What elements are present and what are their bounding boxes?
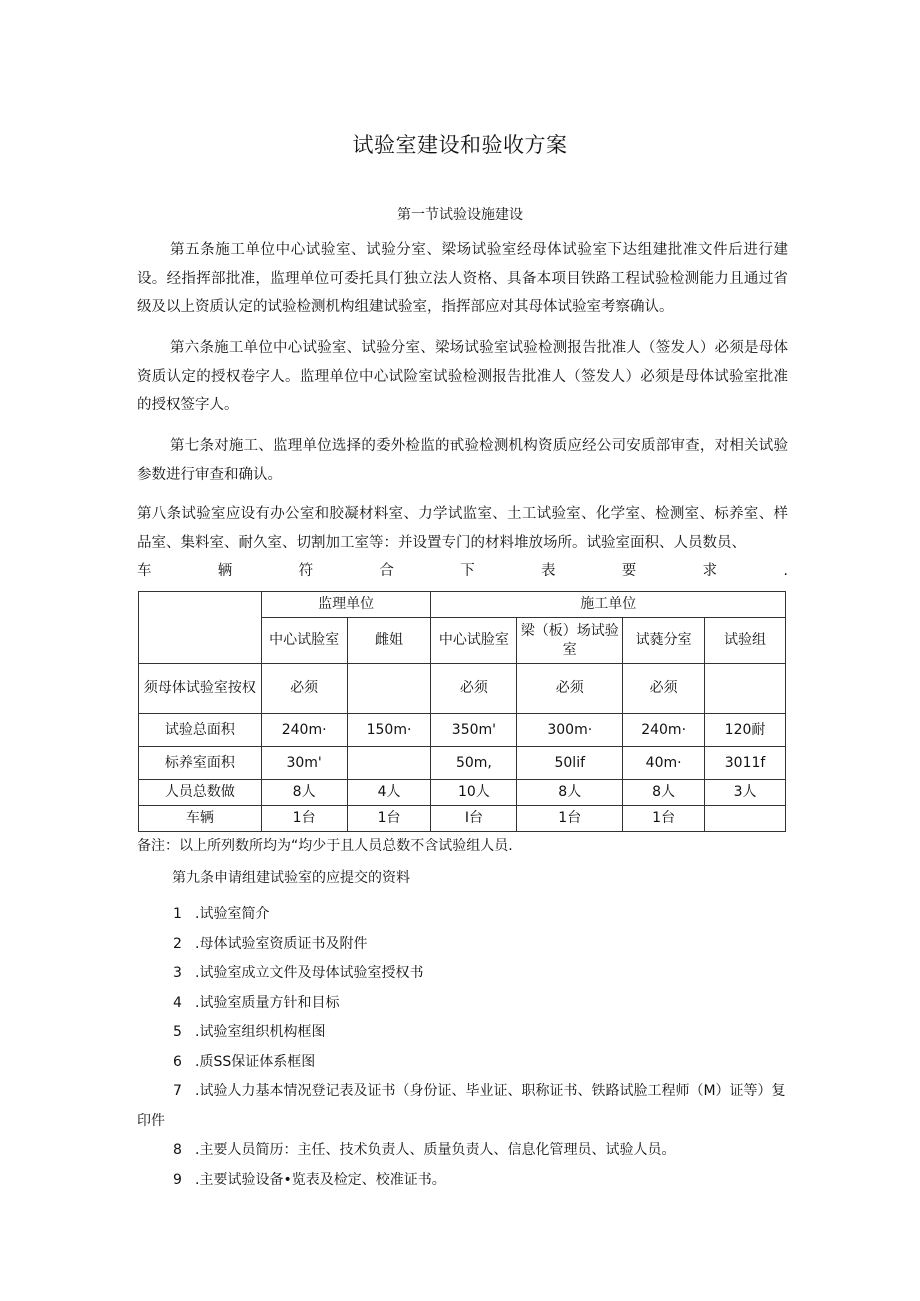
table-cell bbox=[705, 664, 786, 714]
group-construction: 施工单位 bbox=[431, 592, 786, 618]
table-row bbox=[139, 714, 786, 747]
table-cell: 4人 bbox=[347, 780, 431, 806]
list-number: 6 bbox=[173, 1053, 182, 1070]
article-8-spread-line bbox=[137, 557, 788, 586]
list-text: .试验室质量方针和目标 bbox=[195, 994, 340, 1011]
table-cell: 1台 bbox=[517, 806, 623, 832]
table-cell: 30m' bbox=[261, 747, 347, 780]
list-text: .试验室成立文件及母体试验室授权书 bbox=[195, 965, 424, 981]
table-cell: 必须 bbox=[261, 664, 347, 714]
table-cell: 240m· bbox=[261, 714, 347, 747]
list-item bbox=[137, 1077, 788, 1136]
spread-char: 符 bbox=[298, 563, 314, 579]
table-cell: 120耐 bbox=[705, 714, 786, 747]
list-number: 5 bbox=[173, 1024, 182, 1040]
document-title: 试验室建设和验收方案 bbox=[352, 133, 568, 157]
table-cell bbox=[347, 664, 431, 714]
table-cell: 必须 bbox=[431, 664, 517, 714]
list-text: .主要人员简历：主任、技术负责人、质量负责人、信息化管理员、试验人员。 bbox=[195, 1142, 676, 1158]
table-cell: 1台 bbox=[261, 806, 347, 832]
row-label: 须母体试验室按权 bbox=[139, 664, 262, 714]
list-item bbox=[137, 1048, 788, 1078]
list-item bbox=[137, 900, 788, 930]
list-number: 8 bbox=[173, 1142, 182, 1158]
table-cell: 3011f bbox=[705, 747, 786, 780]
list-item bbox=[137, 1166, 788, 1196]
list-number: 3 bbox=[173, 965, 182, 981]
table-cell: 240m· bbox=[623, 714, 705, 747]
list-item bbox=[137, 959, 788, 989]
table-cell: 1台 bbox=[347, 806, 431, 832]
article-8 bbox=[137, 500, 788, 586]
spread-char: 合 bbox=[379, 563, 394, 579]
table-row bbox=[139, 747, 786, 780]
article-5: 第五条施工单位中心试验室、试验分室、梁场试验室经母体试验室下达组建批准文件后进行建设。经指挥部批准，监理单位可委托具仃独立法人资格、具备本项目铁路工程试验检测能力且通过省级及以上资质认定的试验检测机构组建试验室，指挥部应对其母体试验室考察确认。 bbox=[137, 242, 788, 315]
list-number: 1 bbox=[173, 906, 182, 922]
spread-char: 要 bbox=[621, 563, 637, 579]
list-text: .母体试验室资质证书及附件 bbox=[195, 935, 368, 952]
column-header: 试蕤分室 bbox=[623, 618, 705, 664]
table-cell: 50lif bbox=[517, 747, 623, 780]
table-cell: 8人 bbox=[517, 780, 623, 806]
list-text: .试验室简介 bbox=[195, 906, 270, 922]
table-note: 备注：以上所列数所均为“均少于且人员总数不含试验组人员. bbox=[137, 838, 513, 854]
spread-char: . bbox=[783, 563, 788, 579]
row-label: 试验总面积 bbox=[139, 714, 262, 747]
spread-char: 车 bbox=[137, 563, 152, 579]
list-item bbox=[137, 930, 788, 960]
row-label: 人员总数做 bbox=[139, 780, 262, 806]
table-cell: 300m· bbox=[517, 714, 623, 747]
table-cell: 3人 bbox=[705, 780, 786, 806]
column-header: 中心试脸室 bbox=[431, 618, 517, 664]
table-cell: 1台 bbox=[623, 806, 705, 832]
table-cell bbox=[705, 806, 786, 832]
table-cell: 8人 bbox=[261, 780, 347, 806]
list-text: .试验人力基本情况登记表及证书（身份证、毕业证、职称证书、铁路试脸工程师（M）证等）复印件 bbox=[137, 1083, 786, 1129]
column-header: 雌姐 bbox=[347, 618, 431, 664]
table-cell: 350m' bbox=[431, 714, 517, 747]
table-row bbox=[139, 780, 786, 806]
spread-char: 表 bbox=[540, 563, 556, 579]
required-documents-list bbox=[137, 900, 788, 1195]
table-cell: 必须 bbox=[623, 664, 705, 714]
article-7: 第七条对施工、监理单位选择的委外检监的甙验检测机构资质应经公司安质部审查，对相关试验参数进行审查和确认。 bbox=[137, 438, 788, 483]
list-item bbox=[137, 1136, 788, 1166]
table-row bbox=[139, 664, 786, 714]
article-6: 第六条施工单位中心试验室、试验分室、梁场试验室试验检测报告批准人（签发人）必须是母体资质认定的授权卷字人。监理单位中心试险室试验检测报告批准人（签发人）必须是母体试验室批准的授权签字人。 bbox=[137, 340, 788, 413]
list-number: 7 bbox=[173, 1083, 182, 1099]
article-8-text: 第八条试验室应设有办公室和胶凝材料室、力学试监室、土工试验室、化学室、检测室、标养室、样品室、集料室、耐久室、切割加工室等：并设置专门的材料堆放场所。试验室面积、人员数员、 bbox=[137, 506, 788, 551]
list-item bbox=[137, 1018, 788, 1048]
column-header: 梁（板）场试验室 bbox=[517, 618, 623, 664]
list-number: 9 bbox=[173, 1171, 182, 1188]
spread-char: 求 bbox=[702, 563, 718, 579]
table-cell: 必须 bbox=[517, 664, 623, 714]
table-row bbox=[139, 806, 786, 832]
table-cell: I台 bbox=[431, 806, 517, 832]
list-text: .试验室组织机构框图 bbox=[195, 1024, 326, 1040]
requirements-table bbox=[138, 591, 786, 832]
list-number: 4 bbox=[173, 994, 182, 1011]
list-text: .主要试验设备•览表及检定、校准证书。 bbox=[195, 1171, 446, 1188]
table-header-row bbox=[139, 592, 786, 618]
spread-char: 下 bbox=[460, 563, 475, 579]
list-text: .质SS保证体系框图 bbox=[195, 1053, 316, 1070]
section-heading: 第一节试验设施建设 bbox=[397, 207, 523, 223]
table-corner-cell bbox=[139, 592, 262, 664]
row-label: 车辆 bbox=[139, 806, 262, 832]
column-header: 中心试脸室 bbox=[261, 618, 347, 664]
group-supervision: 监理单位 bbox=[261, 592, 431, 618]
row-label: 标养室面积 bbox=[139, 747, 262, 780]
article-9: 第九条申请组建试验室的应提交的资料 bbox=[172, 870, 410, 886]
table-cell: 150m· bbox=[347, 714, 431, 747]
table-cell: 10人 bbox=[431, 780, 517, 806]
spread-char: 辆 bbox=[217, 563, 233, 579]
list-item bbox=[137, 989, 788, 1019]
list-number: 2 bbox=[173, 935, 182, 952]
column-header: 试验组 bbox=[705, 618, 786, 664]
table-cell: 40m· bbox=[623, 747, 705, 780]
table-cell: 8人 bbox=[623, 780, 705, 806]
table-cell: 50m, bbox=[431, 747, 517, 780]
table-cell bbox=[347, 747, 431, 780]
